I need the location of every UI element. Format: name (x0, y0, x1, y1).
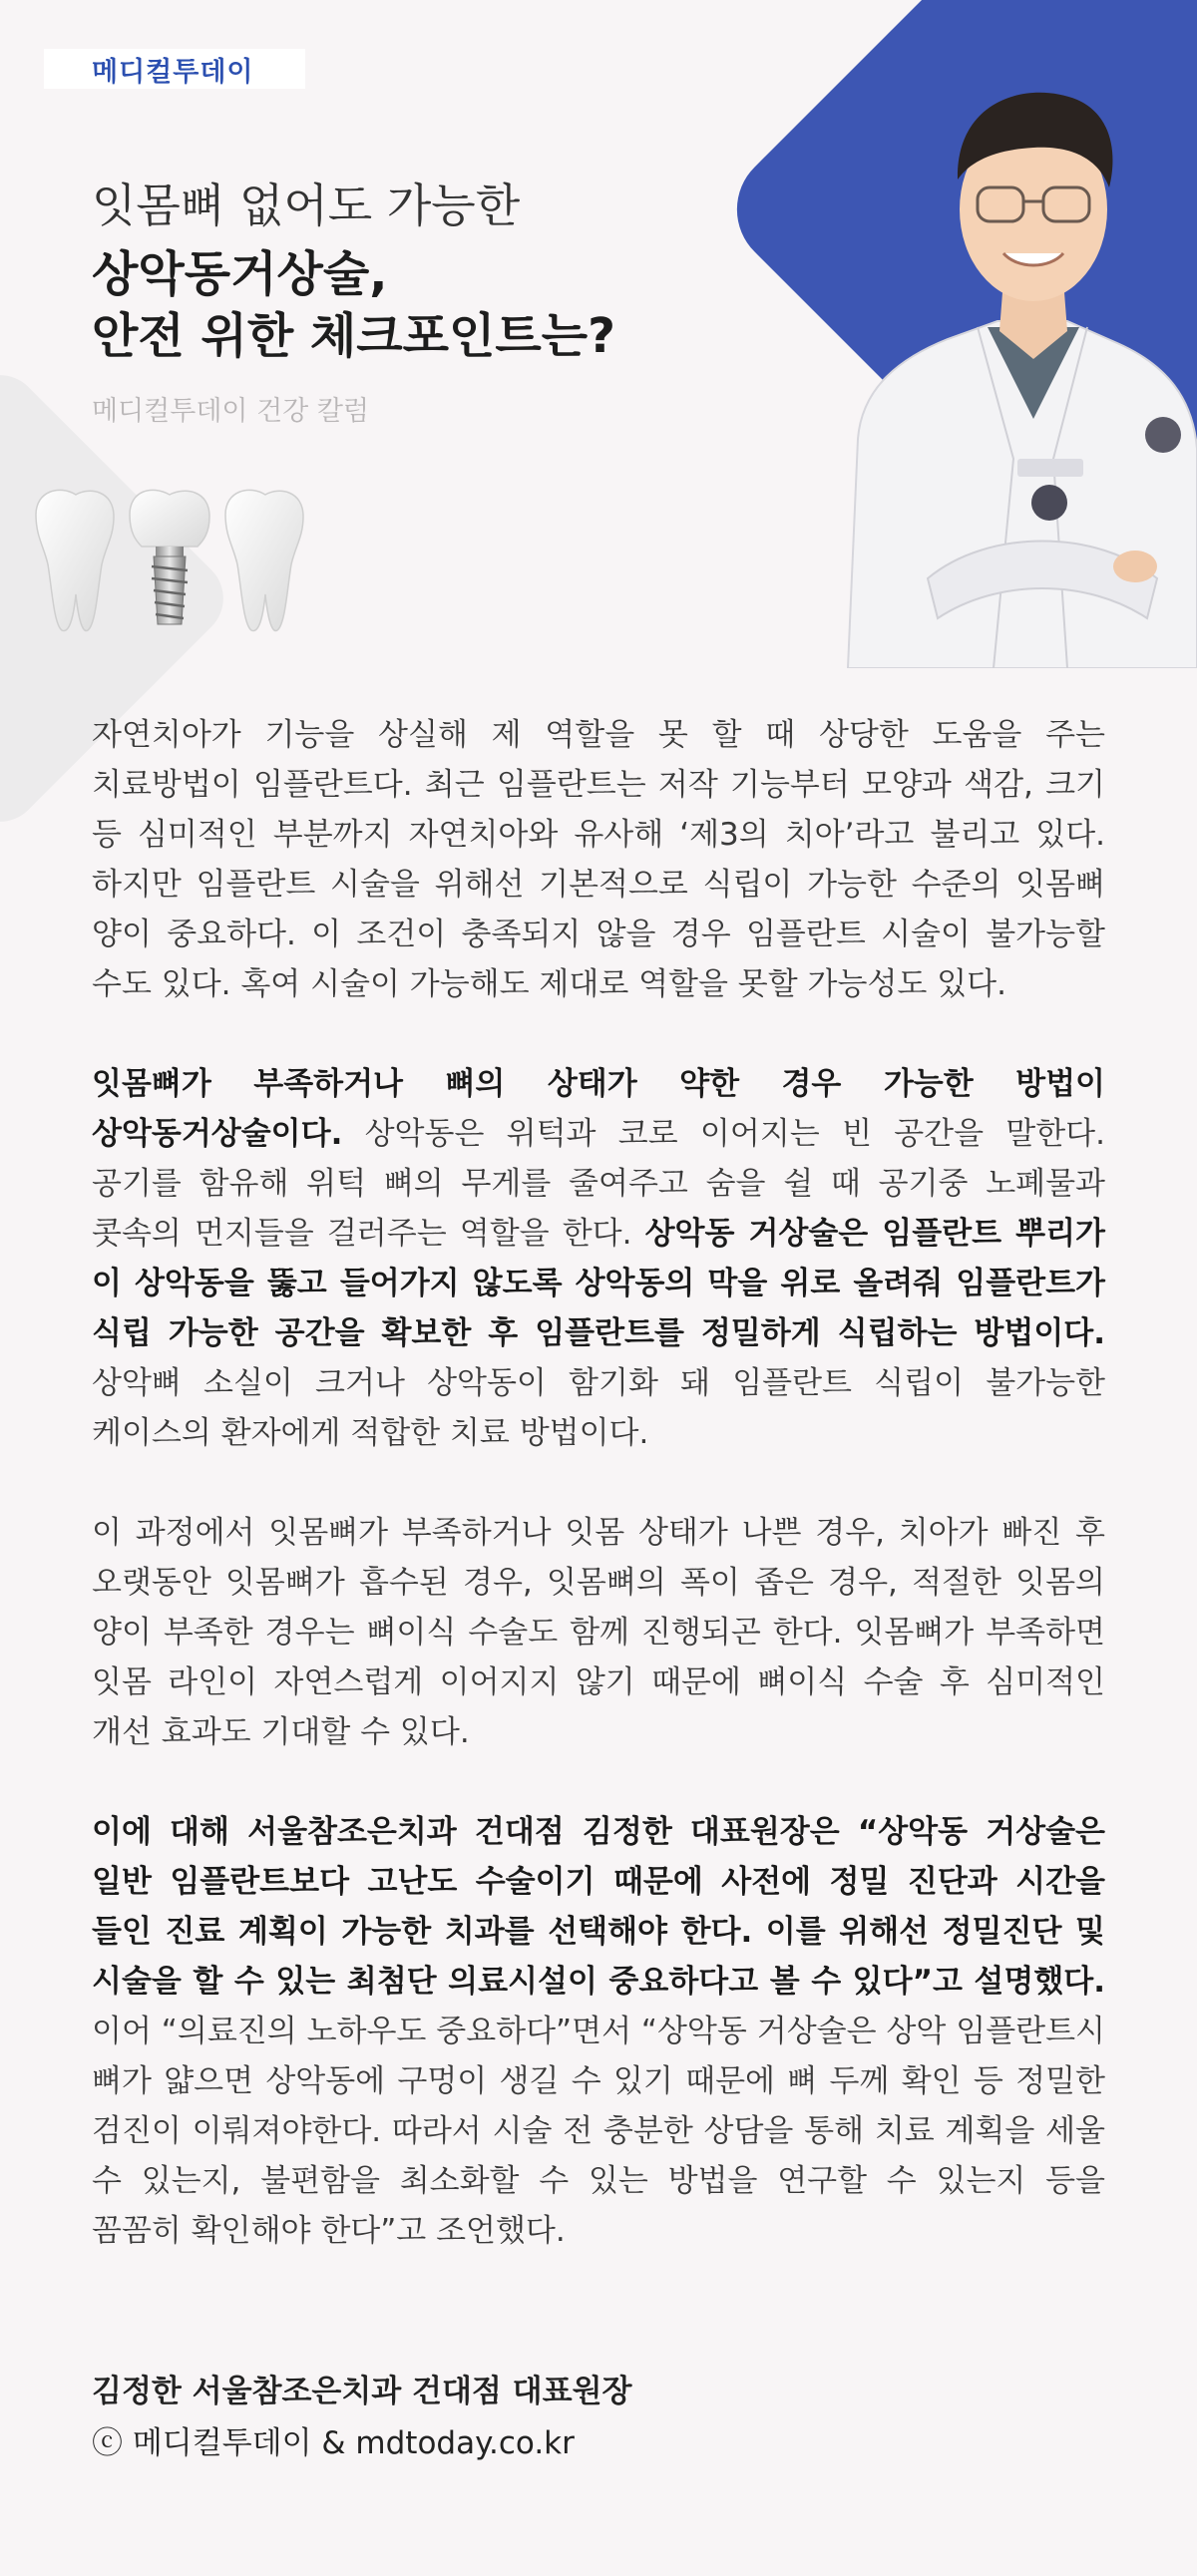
paragraph-4-bold: 이에 대해 서울참조은치과 건대점 김정한 대표원장은 “상악동 거상술은 일반 임플란트보다 고난도 수술이기 때문에 사전에 정밀 진단과 시간을 들인 진료 계획이 가능한 치과를 선택해야 한다. 이를 위해선 정밀진단 및 시술을 할 수 있는 최첨단 의료시설이 중요하다고 볼 수 있다”고 설명했다. (92, 1814, 1105, 2000)
paragraph-3: 이 과정에서 잇몸뼈가 부족하거나 잇몸 상태가 나쁜 경우, 치아가 빠진 후 오랫동안 잇몸뼈가 흡수된 경우, 잇몸뼈의 폭이 좁은 경우, 적절한 잇몸의 양이 부족한 경우는 뼈이식 수술도 함께 진행되곤 한다. 잇몸뼈가 부족하면 잇몸 라인이 자연스럽게 이어지지 않기 때문에 뼈이식 수술 후 심미적인 개선 효과도 기대할 수 있다. (92, 1515, 1105, 1750)
paragraph-1: 자연치아가 기능을 상실해 제 역할을 못 할 때 상당한 도움을 주는 치료방법이 임플란트다. 최근 임플란트는 저작 기능부터 모양과 색감, 크기 등 심미적인 부분까지 자연치아와 유사해 ‘제3의 치아’라고 불리고 있다. 하지만 임플란트 시술을 위해선 기본적으로 식립이 가능한 수준의 잇몸뼈 양이 중요하다. 이 조건이 충족되지 않을 경우 임플란트 시술이 불가능할 수도 있다. 혹여 시술이 가능해도 제대로 역할을 못할 가능성도 있다. (92, 717, 1105, 1002)
paragraph-2-bold-1: 잇몸뼈가 부족하거나 뼈의 상태가 약한 경우 가능한 방법이 상악동거상술이다. (92, 1066, 1105, 1152)
paragraph-2 (92, 1059, 1105, 1458)
article-body (92, 710, 1105, 2306)
brand-logo: 메디컬투데이 (44, 49, 305, 89)
tooth-left (36, 490, 114, 630)
paragraph-2-text-2: 상악뼈 소실이 크거나 상악동이 함기화 돼 임플란트 식립이 불가능한 케이스의 환자에게 적합한 치료 방법이다. (92, 1365, 1105, 1451)
headline-line-2: 상악동거상술, (92, 246, 388, 302)
implant-screw-icon (152, 547, 188, 624)
implant-crown (130, 490, 209, 547)
headline-line-1: 잇몸뼈 없어도 가능한 (92, 179, 521, 232)
tooth-right (225, 490, 303, 630)
copyright-line: ⓒ 메디컬투데이 & mdtoday.co.kr (92, 2425, 575, 2461)
paragraph-2-bold-2: 상악동 거상술은 임플란트 뿌리가 이 상악동을 뚫고 들어가지 않도록 상악동의 막을 위로 올려줘 임플란트가 식립 가능한 공간을 확보한 후 임플란트를 정밀하게 식립하는 방법이다. (92, 1216, 1105, 1351)
teeth-implant-illustration (28, 485, 317, 634)
paragraph-2-text-1: 상악동은 위턱과 코로 이어지는 빈 공간을 말한다. 공기를 함유해 위턱 뼈의 무게를 줄여주고 숨을 쉴 때 공기중 노폐물과 콧속의 먼지들을 걸러주는 역할을 한다. (92, 1116, 1105, 1252)
author-signature: 김정한 서울참조은치과 건대점 대표원장 (92, 2374, 632, 2409)
doctor-portrait (818, 60, 1197, 668)
column-series-label: 메디컬투데이 건강 칼럼 (92, 396, 369, 427)
paragraph-4-text: 이어 “의료진의 노하우도 중요하다”면서 “상악동 거상술은 상악 임플란트시 뼈가 얇으면 상악동에 구멍이 생길 수 있기 때문에 뼈 두께 확인 등 정밀한 검진이 이뤄져야한다. 따라서 시술 전 충분한 상담을 통해 치료 계획을 세울 수 있는지, 불편함을 최소화할 수 있는 방법을 연구할 수 있는지 등을 꼼꼼히 확인해야 한다”고 조언했다. (92, 2014, 1105, 2249)
paragraph-4 (92, 1807, 1105, 2256)
name-tag (1017, 459, 1083, 477)
headline-line-3: 안전 위한 체크포인트는? (92, 308, 615, 364)
